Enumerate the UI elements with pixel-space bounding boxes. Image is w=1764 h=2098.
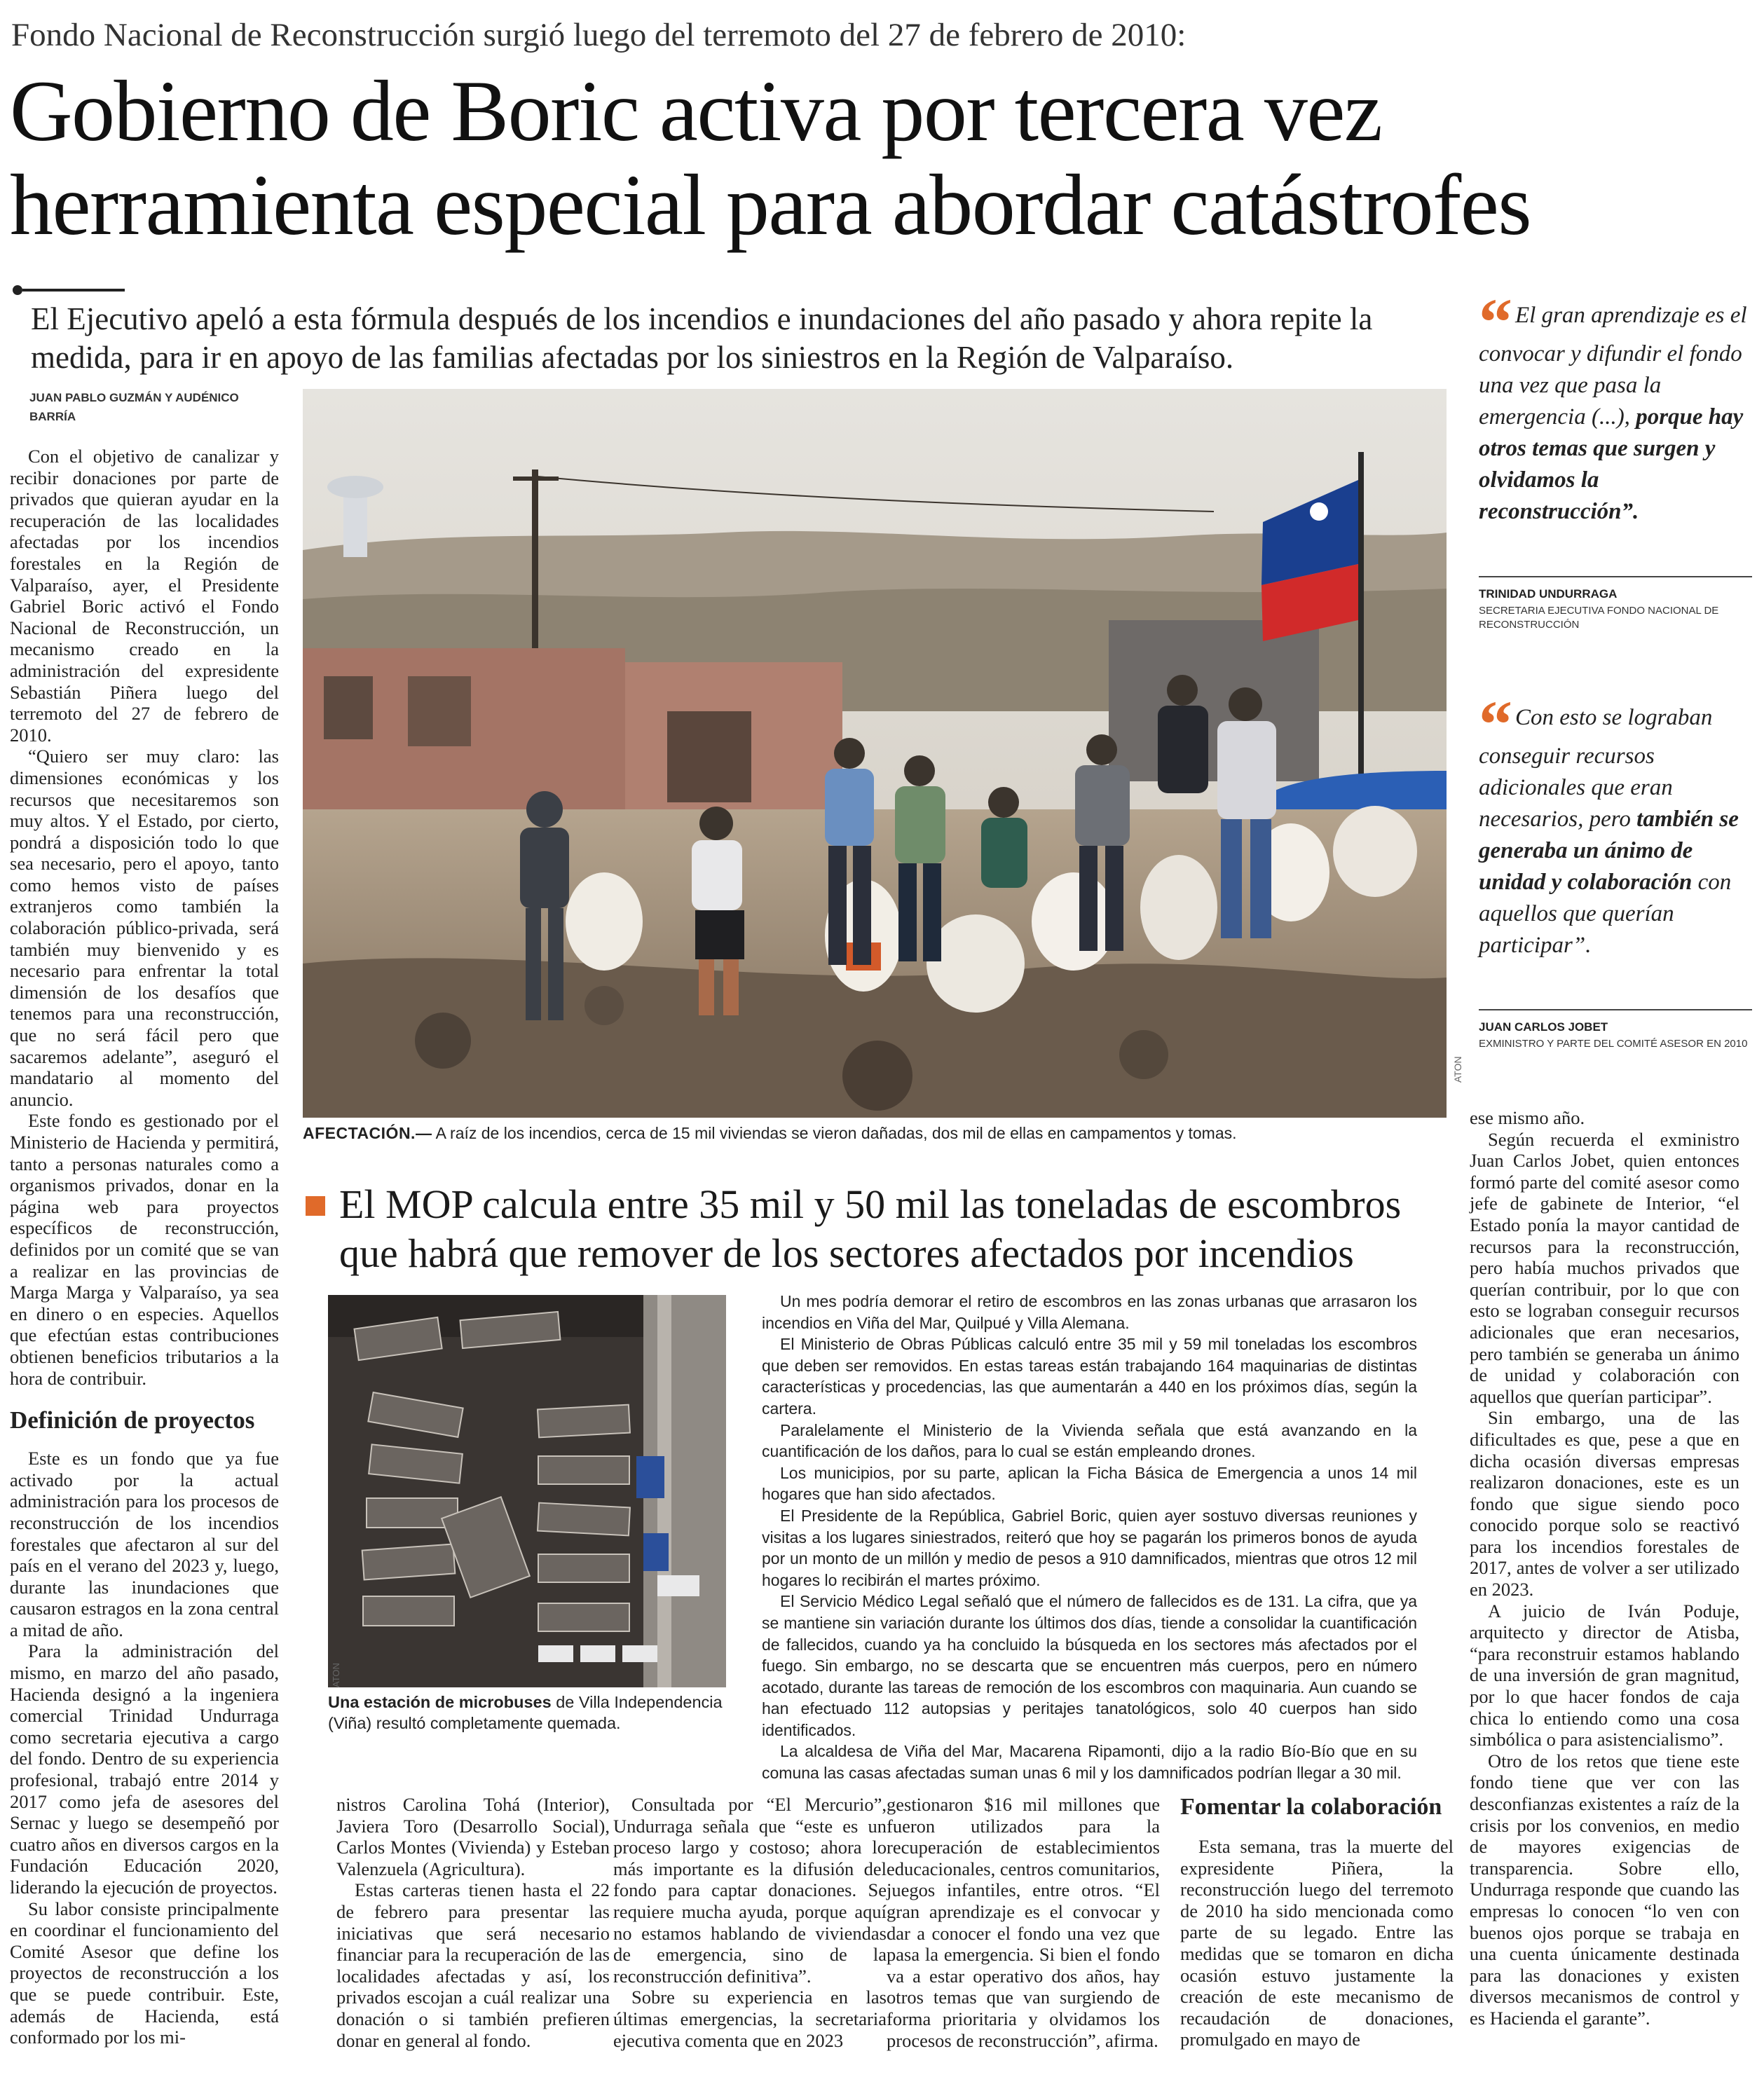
- photo-caption: [303, 1123, 1466, 1144]
- subhead-definicion: Definición de proyectos: [10, 1406, 255, 1434]
- aerial-photo-credit: ATON: [331, 1663, 341, 1687]
- bottom-c3-paragraph-1: gestionaron $16 mil millones que fueron utilizados para la recuperación de establecimientos educacionales, centros comunitarios, juegos infantiles, entre otros. “El gran aprendizaje es el convocar y dar a conocer el fondo una vez que pasa la emergencia. Si bien el fondo va a estar operativo dos años, hay otros temas que van surgiendo de forma prioritaria y olvidamos los procesos de reconstrucción”, afirma.: [887, 1794, 1160, 2051]
- mop-paragraph-5: El Presidente de la República, Gabriel Boric, quien ayer sostuvo diversas reuniones y visitas a los lugares siniestrados, reiteró que hoy se pagarán los primeros bonos de ayuda por un monto de un millón y medio de pesos a 910 damnificados, mientras que otros 12 mil hogares lo recibirán el martes próximo.: [762, 1506, 1417, 1589]
- bottom-column-1: [336, 1794, 610, 2051]
- caption-text: A raíz de los incendios, cerca de 15 mil viviendas se vieron dañadas, dos mil de ellas en campamentos y tomas.: [432, 1124, 1237, 1142]
- kicker: Fondo Nacional de Reconstrucción surgió luego del terremoto del 27 de febrero de 2010:: [11, 17, 1187, 53]
- aerial-caption-text: de Villa Independencia (Viña) resultó completamente quemada.: [328, 1693, 723, 1732]
- mop-headline: [339, 1180, 1440, 1278]
- bottom-c1-paragraph-2: Estas carteras tienen hasta el 22 de febrero para presentar las iniciativas que será necesario financiar para la recuperación de las localidades afectadas y así, los privados escojan a cuál realizar una donación o si también prefieren donar en general al fondo.: [336, 1879, 610, 2051]
- mop-paragraph-1: Un mes podría demorar el retiro de escombros en las zonas urbanas que arrasaron los incendios en Viña del Mar, Quilpué y Villa Alemana.: [762, 1292, 1417, 1332]
- left-paragraph-6: Su labor consiste principalmente en coordinar el funcionamiento del Comité Asesor que define los proyectos de reconstrucción a los que se puede contribuir. Este, además de Hacienda, está conformado por los mi-: [10, 1898, 279, 2048]
- quote-2-name: JUAN CARLOS JOBET: [1479, 1020, 1608, 1034]
- mop-paragraph-2: El Ministerio de Obras Públicas calculó entre 35 mil y 59 mil toneladas los escombros que deben ser removidos. En estas tareas están trabajando 164 maquinarias de distintas características y procedencias, las que aumentarán a 440 en los próximos días, según la cartera.: [762, 1335, 1417, 1418]
- quote-mark-icon: “: [1479, 687, 1508, 762]
- bottom-column-3: [887, 1794, 1160, 2051]
- mop-headline-line-1: El MOP calcula entre 35 mil y 50 mil las toneladas de escombros: [339, 1181, 1402, 1227]
- pull-quote-2: [1479, 687, 1752, 961]
- right-paragraph-2: Según recuerda el exministro Juan Carlos Jobet, quien entonces formó parte del comité asesor como jefe de gabinete de Interior, “el Estado ponía la mayor cantidad de recursos para la reconstrucción, pero había muchos privados que querían contribuir, por lo que con esto se lograban conseguir recursos adicionales que eran necesarios, pero también se generaba un ánimo de unidad y colaboración con aquellos que querían participar”.: [1470, 1128, 1739, 1407]
- quote-1-text: El gran aprendizaje es el convocar y difundir el fondo una vez que pasa la emergencia (...),: [1479, 303, 1747, 430]
- mop-paragraph-7: La alcaldesa de Viña del Mar, Macarena Ripamonti, dijo a la radio Bío-Bío que en su comuna las casas afectadas suman unas 6 mil y los damnificados podrían llegar a 30 mil.: [762, 1742, 1417, 1783]
- quote-1-bold: porque hay otros temas que surgen y olvidamos la reconstrucción”.: [1479, 404, 1744, 524]
- right-paragraph-4: A juicio de Iván Poduje, arquitecto y director de Atisba, “para reconstruir estamos hablando de una inversión de gran magnitud, por lo que hacer fondos de caja chica lo entiendo como una cosa simbólica o para asistencialismo”.: [1470, 1600, 1739, 1750]
- bottom-c2-paragraph-1: Consultada por “El Mercurio”, Undurraga señala que “este es un proceso largo y costoso; ahora lo más importante es la difusión del fondo para captar donaciones. Se requiere mucha ayuda, porque aquí no estamos hablando de viviendas de emergencia, sino de la reconstrucción definitiva”.: [613, 1794, 887, 1987]
- pull-quote-1: [1479, 284, 1752, 528]
- quote-2-text-end: con aquellos que querían participar”.: [1479, 870, 1732, 958]
- rule-line: [22, 289, 125, 292]
- left-column: [10, 446, 279, 2048]
- aerial-caption: [328, 1692, 727, 1734]
- mop-paragraph-6: El Servicio Médico Legal señaló que el número de fallecidos es de 131. La cifra, que ya se mantiene sin variación durante los últimos dos días, tiende a consolidar la cuantificación de fallecidos, cuando ya ha concluido la búsqueda en los sectores más afectados por el fuego. Sin embargo, no se descarta que se encuentren más cuerpos, pero en número acotado, durante las tareas de remoción de los escombros con maquinaria. Aun cuando se han efectuado 112 autopsias y peritajes tanatológicos, solo 40 cuerpos han sido identificados.: [762, 1592, 1417, 1739]
- right-paragraph-1: ese mismo año.: [1470, 1107, 1585, 1128]
- main-photo: [303, 389, 1447, 1118]
- mop-text: [762, 1291, 1417, 1784]
- left-paragraph-1: Con el objetivo de canalizar y recibir donaciones por parte de privados que quieran ayudar en la recuperación de las localidades afectadas por los incendios forestales en la Región de Valparaíso, ayer, el Presidente Gabriel Boric activó el Fondo Nacional de Reconstrucción, un mecanismo creado en la administración del expresidente Sebastián Piñera luego del terremoto del 27 de febrero de 2010.: [10, 446, 279, 746]
- bottom-c1-paragraph-1: nistros Carolina Tohá (Interior), Javiera Toro (Desarrollo Social), Carlos Montes (Vivienda) y Esteban Valenzuela (Agricultura).: [336, 1794, 610, 1879]
- mop-headline-line-2: que habrá que remover de los sectores afectados por incendios: [339, 1230, 1354, 1276]
- mop-paragraph-4: Los municipios, por su parte, aplican la Ficha Básica de Emergencia a unos 14 mil hogares que han sido afectados.: [762, 1463, 1417, 1504]
- section-marker-icon: [306, 1196, 325, 1216]
- headline: [10, 64, 1748, 252]
- quote-2-bold: también se generaba un ánimo de unidad y colaboración: [1479, 807, 1739, 895]
- byline-line-2: BARRÍA: [29, 410, 76, 423]
- bottom-column-4: [1180, 1794, 1454, 2050]
- bottom-column-2: [613, 1794, 887, 2051]
- left-paragraph-3: Este fondo es gestionado por el Ministerio de Hacienda y permitirá, tanto a personas naturales como a organismos privados, donar en la página web para proyectos específicos de reconstrucción, definidos por un comité que se van a realizar en las provincias de Marga Marga y Valparaíso, ya sea en dinero o en especies. Aquellos que efectúan estas contribuciones obtienen beneficios tributarios a la hora de contribuir.: [10, 1110, 279, 1389]
- right-paragraph-3: Sin embargo, una de las dificultades es que, pese a que en dicha ocasión diversas empresas realizaron donaciones, este es un fondo que sigue siendo poco conocido porque solo se reactivó para los incendios forestales de 2017, antes de volver a ser utilizado en 2023.: [1470, 1407, 1739, 1600]
- rule-dot: [13, 285, 22, 295]
- quote-1-name: TRINIDAD UNDURRAGA: [1479, 587, 1618, 601]
- quote-mark-icon: “: [1479, 284, 1508, 359]
- left-paragraph-5: Para la administración del mismo, en marzo del año pasado, Hacienda designó a la ingeniera comercial Trinidad Undurraga como secretaria ejecutiva a cargo del fondo. Dentro de su experiencia profesional, trabajó entre 2014 y 2017 como jefa de asesores del Sernac y luego se desempeñó por cuatro años en diversos cargos en la Fundación Educación 2020, liderando la ejecución de proyectos.: [10, 1640, 279, 1898]
- bottom-c2-paragraph-2: Sobre su experiencia en las últimas emergencias, la secretaria ejecutiva comenta que en 2023: [613, 1987, 887, 2051]
- quote-2-role: EXMINISTRO Y PARTE DEL COMITÉ ASESOR EN 2010: [1479, 1038, 1748, 1050]
- quote-1-role: SECRETARIA EJECUTIVA FONDO NACIONAL DE RECONSTRUCCIÓN: [1479, 605, 1719, 631]
- quote-1-rule: [1479, 576, 1752, 577]
- left-paragraph-2: “Quiero ser muy claro: las dimensiones económicas y los recursos que necesitaremos son muy altos. Y el Estado, por cierto, pondrá a disposición todo lo que sea necesario, pero el apoyo, tanto como hemos visto de países extranjeros como también la colaboración público-privada, será también muy bienvenido y es necesario para enfrentar la total dimensión de los desafíos que tenemos para una reconstrucción, que no será fácil pero que sacaremos adelante”, aseguró el mandatario al momento del anuncio.: [10, 746, 279, 1110]
- mop-paragraph-3: Paralelamente el Ministerio de la Vivienda señala que está avanzando en la cuantificación de los daños, para lo cual se están empleando drones.: [762, 1420, 1417, 1461]
- deck: El Ejecutivo apeló a esta fórmula después de los incendios e inundaciones del año pasado y ahora repite la medida, para ir en apoyo de las familias afectadas por los siniestros en la Región de Valparaíso.: [31, 301, 1373, 375]
- left-paragraph-4: Este es un fondo que ya fue activado por la actual administración para los procesos de reconstrucción de los incendios forestales que afectaron al sur del país en el verano del 2023 y, luego, durante las inundaciones que causaron estragos en la zona central a mitad de año.: [10, 1448, 279, 1640]
- quote-2-text: Con esto se lograban conseguir recursos adicionales que eran necesarios, pero: [1479, 705, 1713, 832]
- caption-label: AFECTACIÓN.—: [303, 1124, 432, 1142]
- headline-line-1: Gobierno de Boric activa por tercera vez: [10, 63, 1382, 159]
- byline-line-1: JUAN PABLO GUZMÁN Y AUDÉNICO: [29, 391, 239, 404]
- bottom-c4-paragraph-1: Esta semana, tras la muerte del expresidente Piñera, la reconstrucción luego del terremoto de 2010 ha sido mencionada como parte de su legado. Entre las medidas que se tomaron en dicha ocasión estuvo justamente la creación de este mecanismo de recaudación de donaciones, promulgado en mayo de: [1180, 1836, 1454, 2050]
- byline: [29, 388, 268, 426]
- right-column: [1470, 1107, 1739, 2029]
- aerial-caption-bold: Una estación de microbuses: [328, 1693, 552, 1711]
- headline-line-2: herramienta especial para abordar catástrofes: [10, 157, 1531, 253]
- photo-credit: ATON: [1452, 1056, 1463, 1083]
- aerial-photo: [328, 1295, 726, 1687]
- right-paragraph-5: Otro de los retos que tiene este fondo tiene que ver con las desconfianzas existentes a raíz de la crisis por los convenios, en medio de mayores exigencias de transparencia. Sobre ello, Undurraga responde que cuando las empresas lo conocen “lo ven con buenos ojos porque se trabaja en una cuenta únicamente destinada para las donaciones y existen diversos mecanismos de control y es Hacienda el garante”.: [1470, 1750, 1739, 2029]
- quote-2-rule: [1479, 1009, 1752, 1010]
- subhead-fomentar: Fomentar la colaboración: [1180, 1794, 1442, 1820]
